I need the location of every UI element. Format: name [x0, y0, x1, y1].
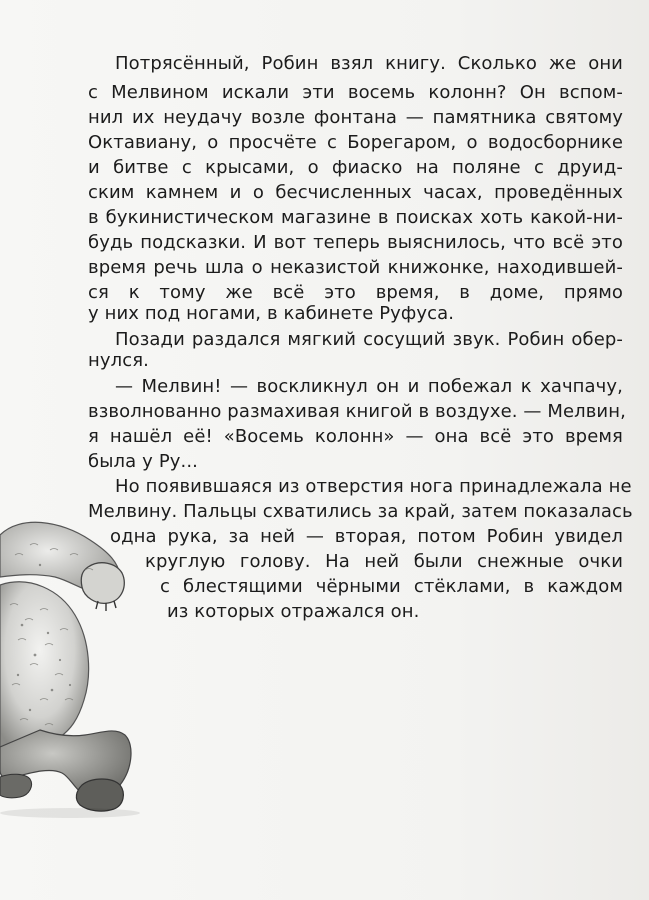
creature-body: [0, 582, 89, 754]
creature-boot: [76, 779, 123, 811]
text-line: будь подсказки. И вот теперь выяснилось, что всё это: [88, 232, 623, 253]
text-line: в букинистическом магазине в поисках хоть какой-ни-: [88, 207, 623, 228]
text-line: у них под ногами, в кабинете Руфуса.: [88, 303, 455, 324]
text-line: Но появившаяся из отверстия нога принадлежала не: [115, 476, 632, 497]
text-line: нил их неудачу возле фонтана — памятника святому: [88, 107, 623, 128]
text-line: время речь шла о неказистой книжонке, находившей-: [88, 257, 623, 278]
text-line: из которых отражался он.: [167, 601, 420, 622]
text-line: ским камнем и о бесчисленных часах, проведённых: [88, 182, 623, 203]
text-line: одна рука, за ней — вторая, потом Робин увидел: [110, 526, 623, 547]
text-line: Позади раздался мягкий сосущий звук. Робин обер-: [115, 329, 623, 350]
text-line: ся к тому же всё это время, в доме, прямо: [88, 282, 623, 303]
text-line: я нашёл её! «Восемь колонн» — она всё это время: [88, 426, 623, 447]
text-line: нулся.: [88, 350, 149, 371]
text-line: Октавиану, о просчёте с Борегаром, о водосборнике: [88, 132, 623, 153]
furry-creature-illustration: [0, 515, 200, 825]
text-line: была у Ру...: [88, 451, 198, 472]
text-line: и битве с крысами, о фиаско на поляне с друид-: [88, 157, 623, 178]
text-line: Потрясённый, Робин взял книгу. Сколько же они: [115, 53, 623, 74]
text-line: круглую голову. На ней были снежные очки: [145, 551, 623, 572]
text-line: Мелвину. Пальцы схватились за край, затем показалась: [88, 501, 633, 522]
text-line: взволнованно размахивая книгой в воздухе. — Мелвин,: [88, 401, 626, 422]
text-line: с блестящими чёрными стёклами, в каждом: [160, 576, 623, 597]
text-line: — Мелвин! — воскликнул он и побежал к хачпачу,: [115, 376, 623, 397]
text-line: с Мелвином искали эти восемь колонн? Он вспом-: [88, 82, 623, 103]
